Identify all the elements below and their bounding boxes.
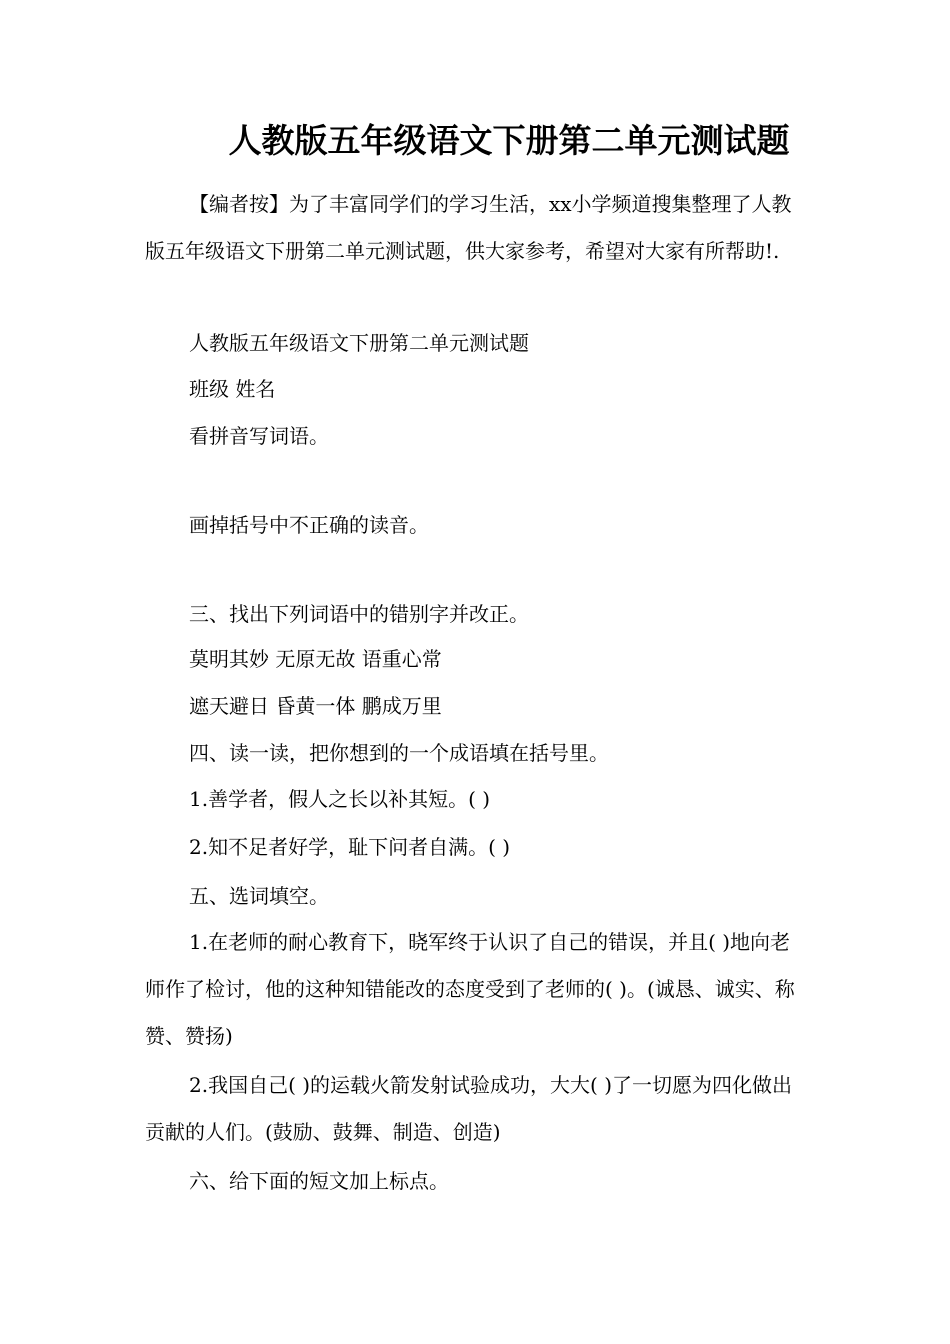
intro-paragraph: 【编者按】为了丰富同学们的学习生活，xx小学频道搜集整理了人教版五年级语文下册第二单元测试题，供大家参考，希望对大家有所帮助!. [145,192,792,263]
section-3-words-line-2: 遮天避日 昏黄一体 鹏成万里 [189,694,442,718]
section-4-question-1: 1.善学者，假人之长以补其短。( ) [189,787,491,811]
class-name-line: 班级 姓名 [189,377,276,401]
section-1-heading: 看拼音写词语。 [189,424,329,448]
section-5-question-1: 1.在老师的耐心教育下，晓军终于认识了自己的错误，并且( )地向老师作了检讨，他的这种知错能改的态度受到了老师的( )。(诚恳、诚实、称赞、赞扬) [145,930,795,1048]
page-title: 人教版五年级语文下册第二单元测试题 [228,121,790,160]
section-5-heading: 五、选词填空。 [189,884,329,908]
section-5-question-2: 2.我国自己( )的运载火箭发射试验成功，大大( )了一切愿为四化做出贡献的人们。(鼓励、鼓舞、制造、创造) [145,1073,793,1144]
section-6-heading: 六、给下面的短文加上标点。 [189,1169,449,1193]
section-2-heading: 画掉括号中不正确的读音。 [189,513,429,537]
subtitle: 人教版五年级语文下册第二单元测试题 [189,331,529,355]
section-4-heading: 四、读一读，把你想到的一个成语填在括号里。 [189,741,609,765]
section-3-words-line-1: 莫明其妙 无原无故 语重心常 [189,647,442,671]
section-3-heading: 三、找出下列词语中的错别字并改正。 [189,602,529,626]
section-4-question-2: 2.知不足者好学，耻下问者自满。( ) [189,835,511,859]
